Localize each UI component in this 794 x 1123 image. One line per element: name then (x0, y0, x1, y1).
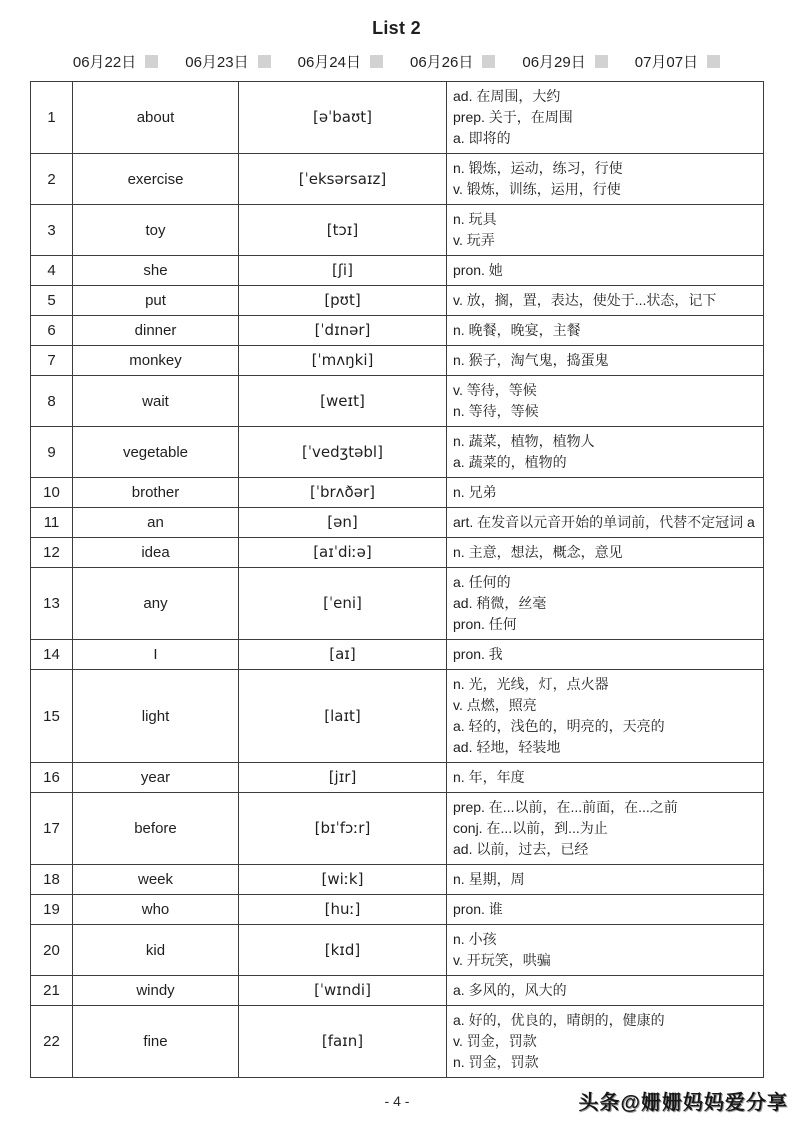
date-checklist-row (30, 51, 763, 72)
word-cell: toy (73, 205, 239, 256)
row-number-cell: 12 (31, 538, 73, 568)
definition-cell (447, 346, 764, 376)
date-item (410, 51, 495, 72)
row-number-cell: 17 (31, 793, 73, 865)
definition-line: a. 好的，优良的，晴朗的，健康的 (453, 1012, 665, 1028)
word-cell: vegetable (73, 427, 239, 478)
date-item (298, 51, 383, 72)
word-cell: before (73, 793, 239, 865)
definition-line: n. 小孩 (453, 931, 497, 947)
date-checkbox[interactable] (370, 55, 383, 68)
date-label: 06月23日 (185, 54, 249, 71)
date-label: 07月07日 (634, 54, 699, 71)
table-row (31, 256, 764, 286)
definition-line: pron. 我 (453, 646, 503, 662)
phonetic-cell: [ən] (239, 508, 447, 538)
date-checkbox[interactable] (482, 55, 495, 68)
word-cell: kid (73, 925, 239, 976)
definition-line: v. 开玩笑，哄骗 (453, 952, 551, 968)
definition-line: n. 玩具 (453, 211, 497, 227)
definition-cell (447, 376, 764, 427)
definition-line: n. 主意，想法，概念，意见 (453, 544, 623, 560)
date-checkbox[interactable] (595, 55, 608, 68)
definition-line: n. 兄弟 (453, 484, 497, 500)
date-label: 06月24日 (297, 54, 361, 71)
row-number-cell: 8 (31, 376, 73, 427)
definition-line: a. 蔬菜的，植物的 (453, 454, 567, 470)
table-row (31, 346, 764, 376)
definition-cell (447, 763, 764, 793)
definition-line: ad. 在周围，大约 (453, 88, 561, 104)
date-checkbox[interactable] (258, 55, 271, 68)
row-number-cell: 22 (31, 1006, 73, 1078)
definition-cell (447, 865, 764, 895)
definition-cell (447, 508, 764, 538)
word-cell: wait (73, 376, 239, 427)
row-number-cell: 6 (31, 316, 73, 346)
date-item (635, 51, 720, 72)
definition-line: ad. 轻地，轻装地 (453, 739, 561, 755)
definition-cell (447, 286, 764, 316)
row-number-cell: 7 (31, 346, 73, 376)
page-number: - 4 - (384, 1093, 410, 1109)
phonetic-cell: [ˈvedʒtəbl] (239, 427, 447, 478)
definition-line: prep. 关于，在周围 (453, 109, 573, 125)
definition-line: n. 等待，等候 (453, 403, 539, 419)
word-cell: windy (73, 976, 239, 1006)
phonetic-cell: [pʊt] (239, 286, 447, 316)
page-title: List 2 (372, 18, 421, 38)
phonetic-cell: [weɪt] (239, 376, 447, 427)
row-number-cell: 20 (31, 925, 73, 976)
table-row (31, 538, 764, 568)
phonetic-cell: [ˈwɪndi] (239, 976, 447, 1006)
word-cell: exercise (73, 154, 239, 205)
word-cell: idea (73, 538, 239, 568)
table-row (31, 286, 764, 316)
phonetic-cell: [ˈeni] (239, 568, 447, 640)
definition-line: v. 等待，等候 (453, 382, 537, 398)
definition-line: pron. 谁 (453, 901, 503, 917)
row-number-cell: 3 (31, 205, 73, 256)
phonetic-cell: [ˈdɪnər] (239, 316, 447, 346)
definition-line: v. 点燃，照亮 (453, 697, 537, 713)
table-row (31, 895, 764, 925)
definition-line: art. 在发音以元音开始的单词前，代替不定冠词 a (453, 514, 755, 530)
row-number-cell: 10 (31, 478, 73, 508)
table-row (31, 1006, 764, 1078)
table-row (31, 763, 764, 793)
phonetic-cell: [faɪn] (239, 1006, 447, 1078)
definition-cell (447, 670, 764, 763)
definition-line: conj. 在...以前，到...为止 (453, 820, 608, 836)
row-number-cell: 21 (31, 976, 73, 1006)
definition-cell (447, 316, 764, 346)
row-number-cell: 16 (31, 763, 73, 793)
definition-cell (447, 568, 764, 640)
word-cell: light (73, 670, 239, 763)
definition-line: a. 任何的 (453, 574, 511, 590)
definition-cell (447, 478, 764, 508)
definition-cell (447, 82, 764, 154)
definition-cell (447, 895, 764, 925)
word-cell: monkey (73, 346, 239, 376)
definition-line: pron. 她 (453, 262, 503, 278)
definition-line: v. 放，搁，置，表达，使处于...状态，记下 (453, 292, 717, 308)
table-row (31, 865, 764, 895)
table-row (31, 154, 764, 205)
definition-line: n. 蔬菜，植物，植物人 (453, 433, 595, 449)
word-cell: an (73, 508, 239, 538)
row-number-cell: 15 (31, 670, 73, 763)
definition-line: a. 多风的，风大的 (453, 982, 567, 998)
word-cell: fine (73, 1006, 239, 1078)
definition-cell (447, 538, 764, 568)
definition-cell (447, 640, 764, 670)
word-cell: who (73, 895, 239, 925)
phonetic-cell: [laɪt] (239, 670, 447, 763)
definition-line: v. 玩弄 (453, 232, 495, 248)
table-row (31, 670, 764, 763)
definition-line: v. 锻炼，训练，运用，行使 (453, 181, 621, 197)
definition-cell (447, 256, 764, 286)
phonetic-cell: [ˈbrʌðər] (239, 478, 447, 508)
table-row (31, 640, 764, 670)
definition-line: prep. 在...以前，在...前面，在...之前 (453, 799, 678, 815)
definition-line: n. 晚餐，晚宴，主餐 (453, 322, 581, 338)
vocab-table (30, 81, 764, 1078)
phonetic-cell: [jɪr] (239, 763, 447, 793)
phonetic-cell: [ˈeksərsaɪz] (239, 154, 447, 205)
date-checkbox[interactable] (145, 55, 158, 68)
table-row (31, 82, 764, 154)
table-row (31, 568, 764, 640)
phonetic-cell: [tɔɪ] (239, 205, 447, 256)
phonetic-cell: [wiːk] (239, 865, 447, 895)
row-number-cell: 19 (31, 895, 73, 925)
table-row (31, 316, 764, 346)
row-number-cell: 4 (31, 256, 73, 286)
date-checkbox[interactable] (707, 55, 720, 68)
definition-line: n. 年，年度 (453, 769, 525, 785)
definition-line: a. 即将的 (453, 130, 511, 146)
table-row (31, 478, 764, 508)
table-row (31, 376, 764, 427)
table-row (31, 976, 764, 1006)
word-cell: she (73, 256, 239, 286)
word-cell: about (73, 82, 239, 154)
word-cell: dinner (73, 316, 239, 346)
word-cell: put (73, 286, 239, 316)
definition-line: a. 轻的，浅色的，明亮的，天亮的 (453, 718, 665, 734)
word-cell: I (73, 640, 239, 670)
definition-line: n. 光，光线，灯，点火器 (453, 676, 609, 692)
table-row (31, 925, 764, 976)
definition-line: n. 罚金，罚款 (453, 1054, 539, 1070)
word-cell: any (73, 568, 239, 640)
table-row (31, 793, 764, 865)
definition-cell (447, 976, 764, 1006)
date-label: 06月22日 (72, 54, 137, 71)
table-row (31, 205, 764, 256)
date-item (522, 51, 607, 72)
table-row (31, 427, 764, 478)
phonetic-cell: [əˈbaʊt] (239, 82, 447, 154)
row-number-cell: 11 (31, 508, 73, 538)
definition-cell (447, 925, 764, 976)
date-label: 06月26日 (410, 54, 474, 71)
phonetic-cell: [bɪˈfɔːr] (239, 793, 447, 865)
row-number-cell: 2 (31, 154, 73, 205)
definition-cell (447, 154, 764, 205)
table-row (31, 508, 764, 538)
definition-line: ad. 以前，过去，已经 (453, 841, 589, 857)
row-number-cell: 13 (31, 568, 73, 640)
definition-cell (447, 427, 764, 478)
definition-cell (447, 205, 764, 256)
word-cell: week (73, 865, 239, 895)
phonetic-cell: [aɪ] (239, 640, 447, 670)
phonetic-cell: [ʃi] (239, 256, 447, 286)
row-number-cell: 5 (31, 286, 73, 316)
definition-line: ad. 稍微，丝毫 (453, 595, 547, 611)
phonetic-cell: [aɪˈdiːə] (239, 538, 447, 568)
date-label: 06月29日 (522, 54, 586, 71)
definition-line: n. 锻炼，运动，练习，行使 (453, 160, 623, 176)
definition-line: pron. 任何 (453, 616, 517, 632)
definition-cell (447, 793, 764, 865)
row-number-cell: 1 (31, 82, 73, 154)
phonetic-cell: [ˈmʌŋki] (239, 346, 447, 376)
definition-cell (447, 1006, 764, 1078)
definition-line: v. 罚金，罚款 (453, 1033, 537, 1049)
row-number-cell: 18 (31, 865, 73, 895)
row-number-cell: 9 (31, 427, 73, 478)
definition-line: n. 星期，周 (453, 871, 525, 887)
row-number-cell: 14 (31, 640, 73, 670)
definition-line: n. 猴子，淘气鬼，捣蛋鬼 (453, 352, 609, 368)
phonetic-cell: [kɪd] (239, 925, 447, 976)
watermark: 头条@姗姗妈妈爱分享 (578, 1092, 788, 1114)
word-cell: brother (73, 478, 239, 508)
date-item (185, 51, 270, 72)
date-item (73, 51, 158, 72)
phonetic-cell: [huː] (239, 895, 447, 925)
word-cell: year (73, 763, 239, 793)
